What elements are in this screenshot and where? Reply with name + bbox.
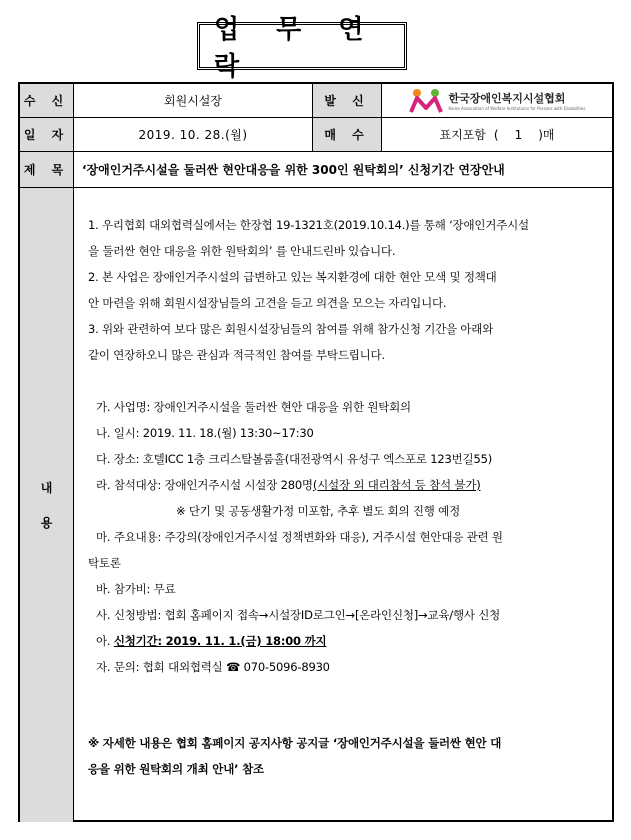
content-label — [20, 188, 74, 822]
document-title: 업 무 연 락 — [197, 22, 407, 70]
reference-note-line-1: ※ 자세한 내용은 협회 홈페이지 공지사항 공지글 ‘장애인거주시설을 둘러싼 현안 대 — [88, 736, 502, 750]
item-venue: 다. 장소: 호텔ICC 1층 크리스탈볼룸홀(대전광역시 유성구 엑스포로 123번길55) — [96, 452, 492, 466]
item-program-name: 가. 사업명: 장애인거주시설을 둘러싼 현안 대응을 위한 원탁회의 — [96, 400, 411, 414]
pages-value — [382, 118, 612, 151]
paragraph-2-line-2: 안 마련을 위해 회원시설장님들의 고견을 듣고 의견을 모으는 자리입니다. — [88, 296, 447, 310]
content-label-char-2: 용 — [40, 516, 53, 530]
association-logo — [409, 88, 586, 114]
item-fee: 바. 참가비: 무료 — [96, 582, 176, 596]
subject-label: 제 목 — [20, 152, 74, 187]
item-main-content-line-1: 마. 주요내용: 주강의(장애인거주시설 정책변화와 대응), 거주시설 현안대응 관련 원 — [96, 530, 503, 544]
date-label: 일 자 — [20, 118, 74, 151]
pages-paren-open: ( — [493, 127, 499, 142]
item-attendees-restriction: (시설장 외 대리참석 등 참석 불가) — [312, 478, 481, 492]
item-application-period-value: 신청기간: 2019. 11. 1.(금) 18:00 까지 — [113, 634, 327, 648]
item-application-method: 사. 신청방법: 협회 홈페이지 접속→시설장ID로그인→[온라인신청]→교육/행사 신청 — [96, 608, 501, 622]
pages-count: 1 — [514, 127, 523, 142]
item-application-period — [88, 628, 596, 654]
subject-row — [20, 152, 612, 188]
recipient-value: 회원시설장 — [164, 94, 222, 108]
document-table — [18, 82, 614, 822]
pages-prefix: 표지포함 — [439, 128, 486, 142]
recipient-label: 수 신 — [20, 84, 74, 117]
recipient-row — [20, 84, 612, 118]
item-inquiry: 자. 문의: 협회 대외협력실 ☎ 070-5096-8930 — [96, 660, 330, 674]
association-logo-text — [449, 90, 586, 111]
item-application-period-prefix: 아. — [96, 634, 114, 648]
paragraph-2-line-1: 2. 본 사업은 장애인거주시설의 급변하고 있는 복지환경에 대한 현안 모색 및 정책대 — [88, 270, 497, 284]
reference-note-line-2: 응을 위한 원탁회의 개최 안내’ 참조 — [88, 762, 264, 776]
content-body — [74, 188, 612, 822]
sender-label: 발 신 — [312, 84, 382, 117]
item-attendees — [88, 472, 596, 498]
spacer — [88, 368, 596, 394]
item-attendees-main: 라. 참석대상: 장애인거주시설 시설장 280명 — [96, 478, 313, 492]
subject-value: ‘장애인거주시설을 둘러싼 현안대응을 위한 300인 원탁회의’ 신청기간 연장안내 — [82, 163, 505, 177]
association-name-korean: 한국장애인복지시설협회 — [448, 92, 566, 105]
pages-label: 매 수 — [312, 118, 382, 151]
date-row — [20, 118, 612, 152]
item-attendees-note: ※ 단기 및 공동생활가정 미포함, 추후 별도 회의 진행 예정 — [176, 504, 460, 518]
item-date-time: 나. 일시: 2019. 11. 18.(월) 13:30~17:30 — [96, 426, 314, 440]
association-logo-icon — [409, 88, 443, 114]
item-main-content-line-2: 탁토론 — [88, 556, 121, 570]
paragraph-1-line-1: 1. 우리협회 대외협력실에서는 한장협 19-1321호(2019.10.14.)를 통해 ‘장애인거주시설 — [88, 218, 529, 232]
paragraph-1-line-2: 을 둘러싼 현안 대응을 위한 원탁회의’ 를 안내드린바 있습니다. — [88, 244, 396, 258]
date-value: 2019. 10. 28.(월) — [138, 128, 248, 142]
association-name-english: Korea Association of Welfare Institutions for Persons with Disabilities — [448, 106, 586, 111]
content-label-char-1: 내 — [40, 481, 53, 495]
paragraph-3-line-1: 3. 위와 관련하여 보다 많은 회원시설장님들의 참여를 위해 참가신청 기간을 아래와 — [88, 322, 494, 336]
reference-note — [88, 730, 596, 782]
sender-value — [382, 84, 612, 117]
pages-suffix: )매 — [538, 128, 555, 142]
paragraph-3-line-2: 같이 연장하오니 많은 관심과 적극적인 참여를 부탁드립니다. — [88, 348, 385, 362]
